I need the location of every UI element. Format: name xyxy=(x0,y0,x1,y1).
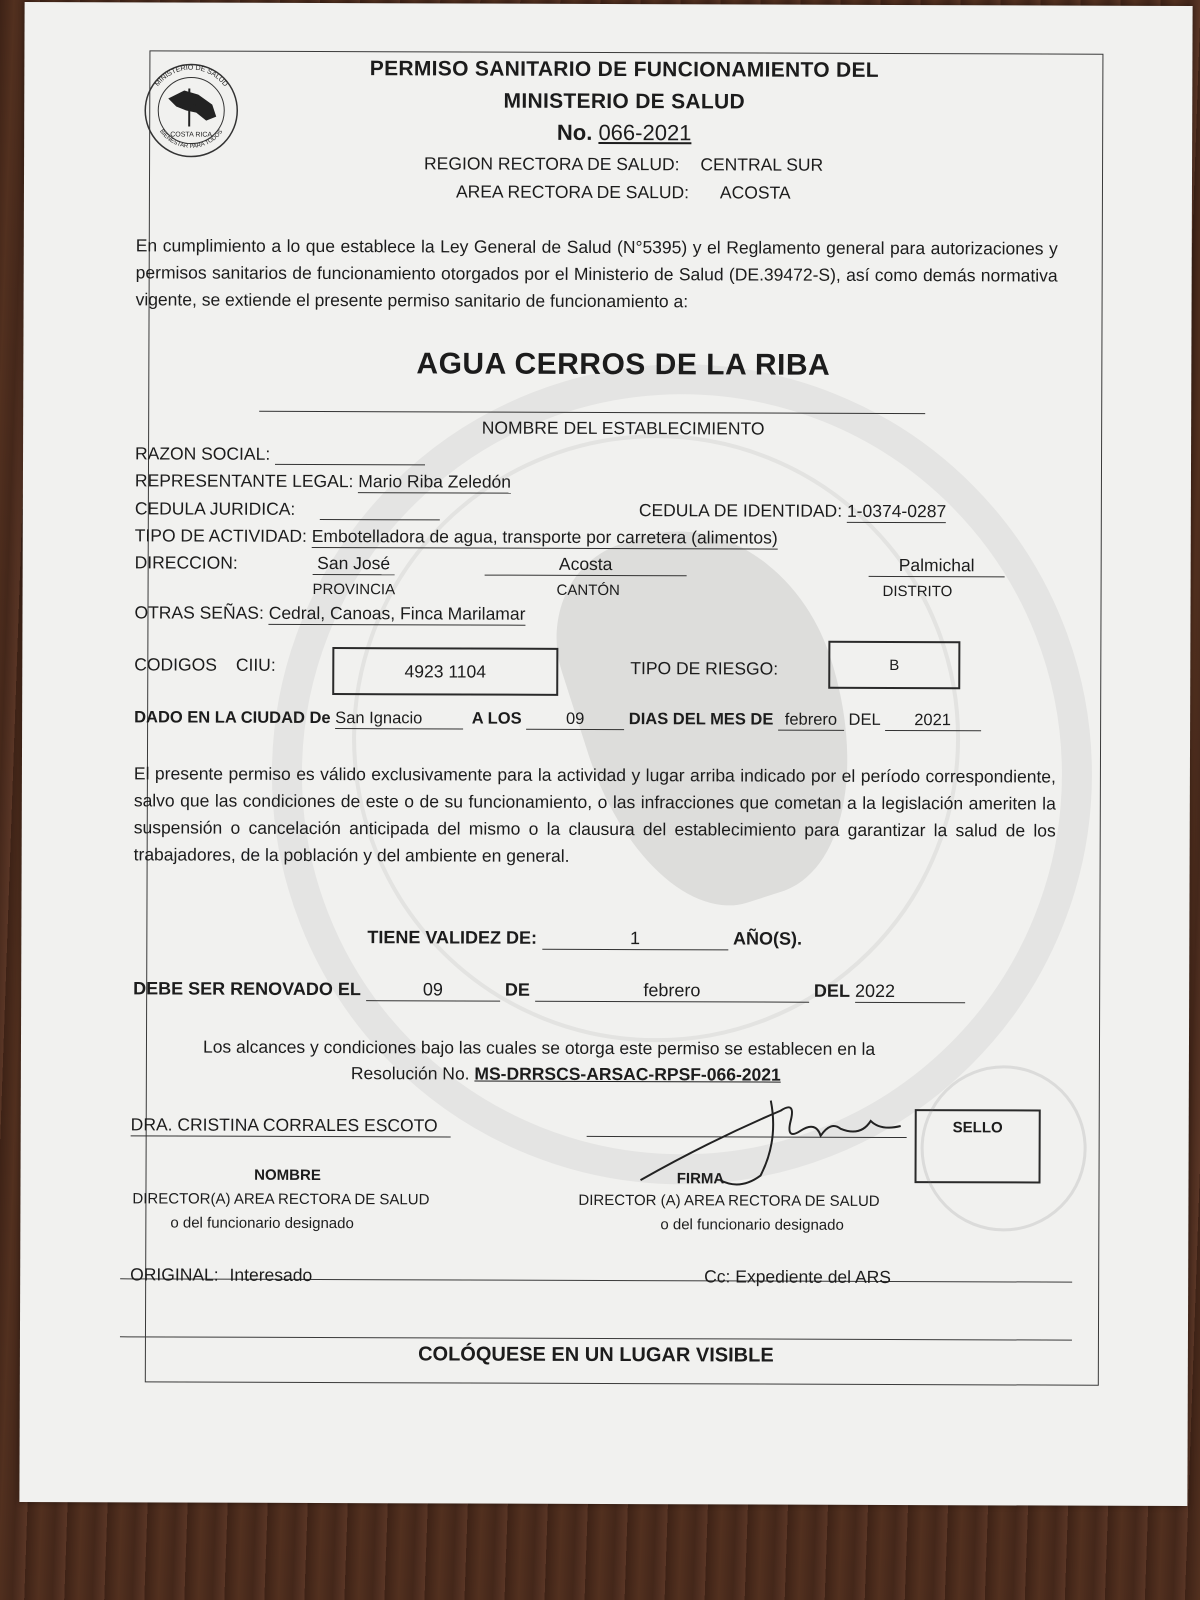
tipo-actividad-value: Embotelladora de agua, transporte por carretera (alimentos) xyxy=(311,525,778,548)
renovacion-dia: 09 xyxy=(366,979,500,1001)
representante-value: Mario Riba Zeledón xyxy=(358,471,512,492)
codigos-row xyxy=(134,654,275,675)
seal-top-text: MINISTERIO DE SALUD xyxy=(154,64,229,89)
provincia-value: San José xyxy=(313,553,395,575)
permit-number-line xyxy=(324,119,924,147)
dado-del-label: DEL xyxy=(848,710,881,729)
canton-caption: CANTÓN xyxy=(556,581,620,600)
dado-dia-value: 09 xyxy=(526,710,624,730)
alcances-line1: Los alcances y condiciones bajo las cuales se otorga este permiso se establecen en la xyxy=(202,1036,876,1059)
permit-document xyxy=(19,2,1192,1506)
dado-row xyxy=(134,708,981,731)
validez-unit: AÑO(S). xyxy=(733,928,803,949)
cedula-identidad-label: CEDULA DE IDENTIDAD: xyxy=(638,500,843,521)
ciiu-value: 4923 1104 xyxy=(404,660,487,682)
dado-ciudad-value: San Ignacio xyxy=(335,709,463,729)
renovacion-de-label: DE xyxy=(504,979,530,1000)
validez-value: 1 xyxy=(542,928,728,951)
cedula-juridica-value xyxy=(320,499,440,520)
ciiu-label: CIIU: xyxy=(235,654,276,675)
original-row xyxy=(130,1264,312,1286)
ciiu-box xyxy=(332,647,558,696)
renovacion-mes: febrero xyxy=(535,980,809,1003)
area-value: ACOSTA xyxy=(719,182,791,203)
resolucion-number: MS-DRRSCS-ARSAC-RPSF-066-2021 xyxy=(474,1063,781,1085)
cedula-identidad-value: 1-0374-0287 xyxy=(846,500,947,522)
region-line xyxy=(424,153,823,175)
codigos-label: CODIGOS xyxy=(134,654,218,675)
renovacion-del-label: DEL xyxy=(813,980,850,1001)
seal-bottom-text: BIENESTAR PARA TODOS xyxy=(158,128,225,150)
director-name: DRA. CRISTINA CORRALES ESCOTO xyxy=(131,1114,451,1137)
razon-social-label: RAZON SOCIAL: xyxy=(135,443,271,464)
tipo-riesgo-value: B xyxy=(889,656,900,674)
establishment-caption: NOMBRE DEL ESTABLECIMIENTO xyxy=(481,417,765,439)
original-label: ORIGINAL: xyxy=(130,1264,219,1285)
validity-paragraph: El presente permiso es válido exclusivamente para la actividad y lugar arriba indicado por el período correspondiente, salvo que las condiciones de este o de su funcionamiento, o las infracciones que cometan a la legislación ameriten la suspensión o cancelación anticipada del mismo o la clausura del establecimiento para garantizar la salud de los trabajadores, de la población y del ambiente en general. xyxy=(133,763,1056,866)
tipo-riesgo-label: TIPO DE RIESGO: xyxy=(630,658,779,679)
dado-mes-value: febrero xyxy=(778,711,844,731)
cedula-juridica-row xyxy=(135,498,440,520)
razon-social-value xyxy=(275,444,425,466)
firma-sub1: DIRECTOR (A) AREA RECTORA DE SALUD xyxy=(578,1191,880,1210)
resolucion-prefix: Resolución No. xyxy=(350,1063,470,1084)
permit-title-line1: PERMISO SANITARIO DE FUNCIONAMIENTO DEL xyxy=(369,57,879,82)
dado-mes-label: DIAS DEL MES DE xyxy=(628,710,774,729)
permit-title-line2: MINISTERIO DE SALUD xyxy=(503,89,746,114)
visible-notice: COLÓQUESE EN UN LUGAR VISIBLE xyxy=(418,1343,774,1367)
nombre-sub1: DIRECTOR(A) AREA RECTORA DE SALUD xyxy=(132,1190,430,1209)
ministry-seal-logo xyxy=(136,60,246,158)
region-value: CENTRAL SUR xyxy=(700,154,824,175)
validez-row xyxy=(367,927,802,951)
renovacion-row xyxy=(133,978,965,1003)
tipo-actividad-row xyxy=(135,525,778,549)
distrito-value: Palmichal xyxy=(869,555,1005,577)
renovacion-label: DEBE SER RENOVADO EL xyxy=(133,978,361,1000)
razon-social-row xyxy=(135,443,425,465)
validez-label: TIENE VALIDEZ DE: xyxy=(367,927,538,948)
cc-text: Cc: Expediente del ARS xyxy=(704,1266,891,1287)
dado-anio-value: 2021 xyxy=(885,711,981,731)
area-line xyxy=(456,181,791,203)
cedula-juridica-label: CEDULA JURIDICA: xyxy=(134,498,296,519)
permit-number: 066-2021 xyxy=(598,119,692,146)
renovacion-anio: 2022 xyxy=(855,981,965,1003)
otras-senas-label: OTRAS SEÑAS: xyxy=(134,602,264,623)
otras-senas-value: Cedral, Canoas, Finca Marilamar xyxy=(268,602,526,624)
nombre-caption: NOMBRE xyxy=(254,1166,321,1185)
nombre-sub2: o del funcionario designado xyxy=(170,1214,354,1233)
firma-caption: FIRMA xyxy=(676,1170,725,1188)
otras-senas-row xyxy=(134,602,525,625)
sello-label: SELLO xyxy=(952,1119,1003,1137)
representante-row xyxy=(135,470,511,493)
region-label: REGION RECTORA DE SALUD: xyxy=(424,153,680,175)
cedula-identidad-row xyxy=(639,500,946,523)
faded-stamp xyxy=(920,1065,1087,1232)
firma-sub2: o del funcionario designado xyxy=(660,1216,844,1234)
intro-paragraph: En cumplimiento a lo que establece la Ley General de Salud (N°5395) y el Reglamento general para autorizaciones y permisos sanitarios de funcionamiento otorgados por el Ministerio de Salud (DE.39472-S), así como demás normativa vigente, se extiende el presente permiso sanitario de funcionamiento a: xyxy=(135,235,1058,312)
dado-ciudad-label: DADO EN LA CIUDAD De xyxy=(134,708,331,728)
distrito-caption: DISTRITO xyxy=(882,582,953,601)
original-value: Interesado xyxy=(229,1264,313,1285)
direccion-label: DIRECCION: xyxy=(134,552,238,573)
canton-value: Acosta xyxy=(485,554,687,577)
svg-text:MINISTERIO DE SALUD xyxy=(154,64,229,88)
dado-alos-label: A LOS xyxy=(471,709,522,728)
permit-number-label: No. xyxy=(556,119,593,145)
tipo-riesgo-box xyxy=(828,641,960,689)
tipo-actividad-label: TIPO DE ACTIVIDAD: xyxy=(134,525,307,546)
seal-country-text: COSTA RICA xyxy=(170,131,213,139)
area-label: AREA RECTORA DE SALUD: xyxy=(455,181,690,203)
provincia-caption: PROVINCIA xyxy=(312,580,396,599)
establishment-name: AGUA CERROS DE LA RIBA xyxy=(416,347,831,382)
representante-label: REPRESENTANTE LEGAL: xyxy=(134,470,354,492)
